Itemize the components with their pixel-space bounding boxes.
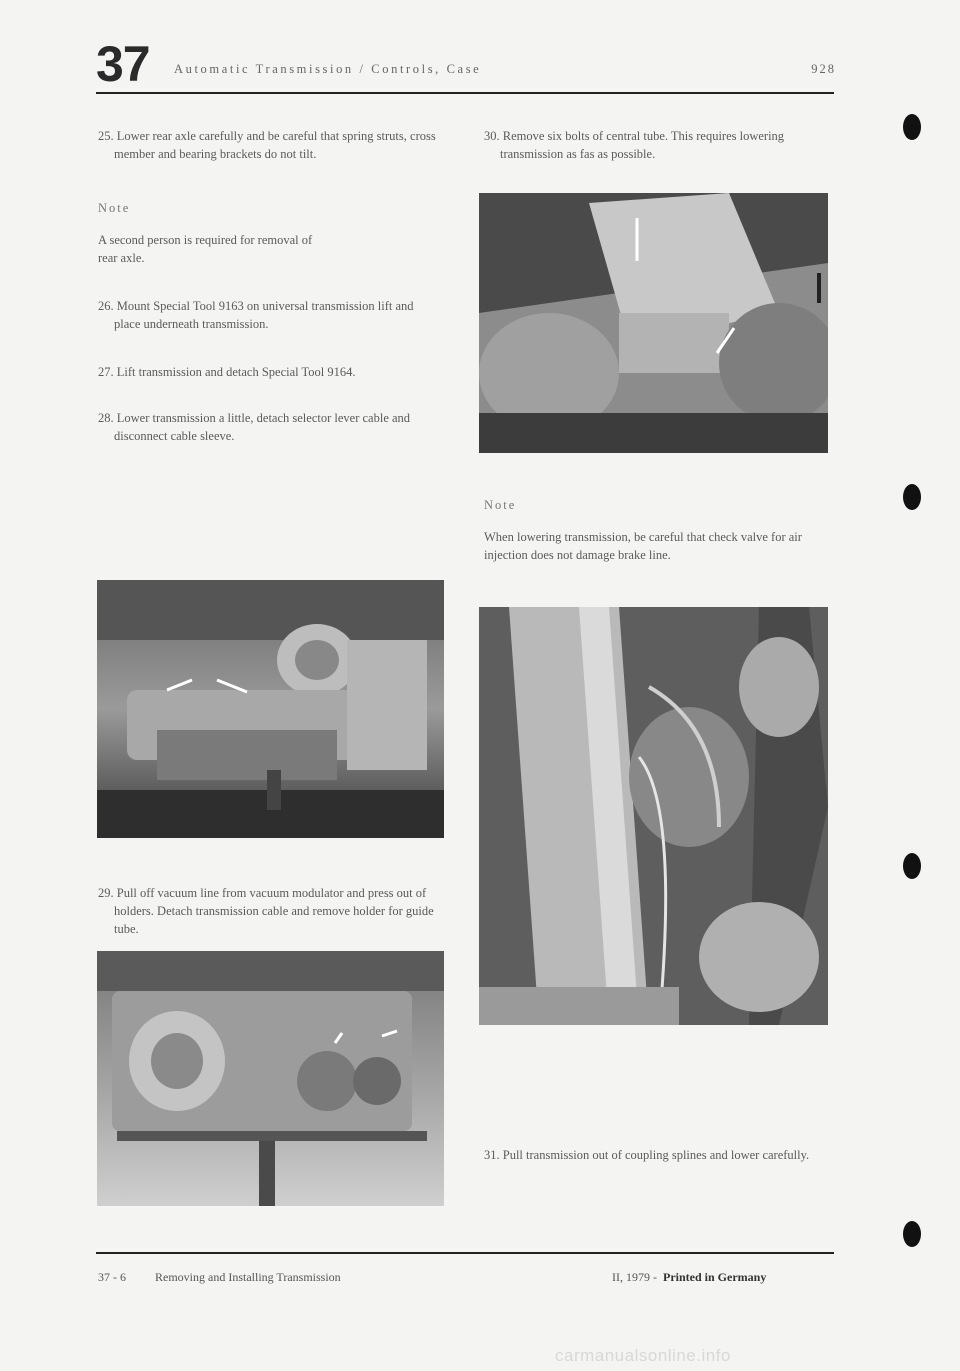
step-text: Mount Special Tool 9163 on universal transmission lift and place underneath transmission. <box>114 299 414 331</box>
step-25 <box>98 127 438 163</box>
step-number: 27. <box>98 365 114 379</box>
photo-vacuum-modulator <box>97 951 444 1206</box>
note-text: When lowering transmission, be careful that check valve for air injection does not damage brake line. <box>484 530 802 562</box>
step-26 <box>98 297 438 333</box>
note-label: Note <box>484 498 517 512</box>
step-number: 28. <box>98 411 114 425</box>
step-text: Pull transmission out of coupling splines and lower carefully. <box>502 1148 810 1162</box>
step-30 <box>484 127 829 163</box>
step-31 <box>484 1146 829 1164</box>
step-number: 31. <box>484 1148 500 1162</box>
step-28 <box>98 409 438 445</box>
photo-check-valve-brake-line <box>479 607 828 1025</box>
step-number: 29. <box>98 886 114 900</box>
step-27 <box>98 363 434 381</box>
page-number: 37 - 6 <box>98 1270 126 1284</box>
note-label: Note <box>98 201 131 215</box>
step-29 <box>98 884 440 938</box>
model-number: 928 <box>811 62 836 76</box>
header-rule <box>96 92 834 94</box>
binder-hole-mark <box>903 484 921 510</box>
step-text: Remove six bolts of central tube. This requires lowering transmission as fas as possible. <box>500 129 785 161</box>
note-text: A second person is required for removal of rear axle. <box>98 233 313 265</box>
photo-central-tube-bolts <box>479 193 828 453</box>
footer-rule <box>96 1252 834 1254</box>
left-column-text <box>98 127 438 445</box>
step-number: 30. <box>484 129 500 143</box>
print-date: II, 1979 - <box>612 1270 657 1284</box>
step-text: Pull off vacuum line from vacuum modulator and press out of holders. Detach transmission cable and remove holder for guide tube. <box>114 886 434 936</box>
binder-hole-mark <box>903 853 921 879</box>
photo-selector-lever-cable <box>97 580 444 838</box>
step-text: Lower rear axle carefully and be careful that spring struts, cross member and bearing brackets do not tilt. <box>114 129 436 161</box>
page-header <box>96 36 836 92</box>
section-title: Removing and Installing Transmission <box>155 1270 341 1284</box>
step-number: 26. <box>98 299 114 313</box>
binder-hole-mark <box>903 114 921 140</box>
step-text: Lift transmission and detach Special Tool 9164. <box>116 365 356 379</box>
watermark: carmanualsonline.info <box>555 1346 731 1365</box>
footer-right <box>612 1270 766 1285</box>
binder-hole-mark <box>903 1221 921 1247</box>
footer-left <box>98 1270 341 1285</box>
right-note <box>484 496 829 564</box>
chapter-title: Automatic Transmission / Controls, Case <box>174 62 482 76</box>
step-number: 25. <box>98 129 114 143</box>
printed-in: Printed in Germany <box>663 1270 767 1284</box>
step-text: Lower transmission a little, detach selector lever cable and disconnect cable sleeve. <box>114 411 411 443</box>
chapter-number: 37 <box>96 36 150 92</box>
